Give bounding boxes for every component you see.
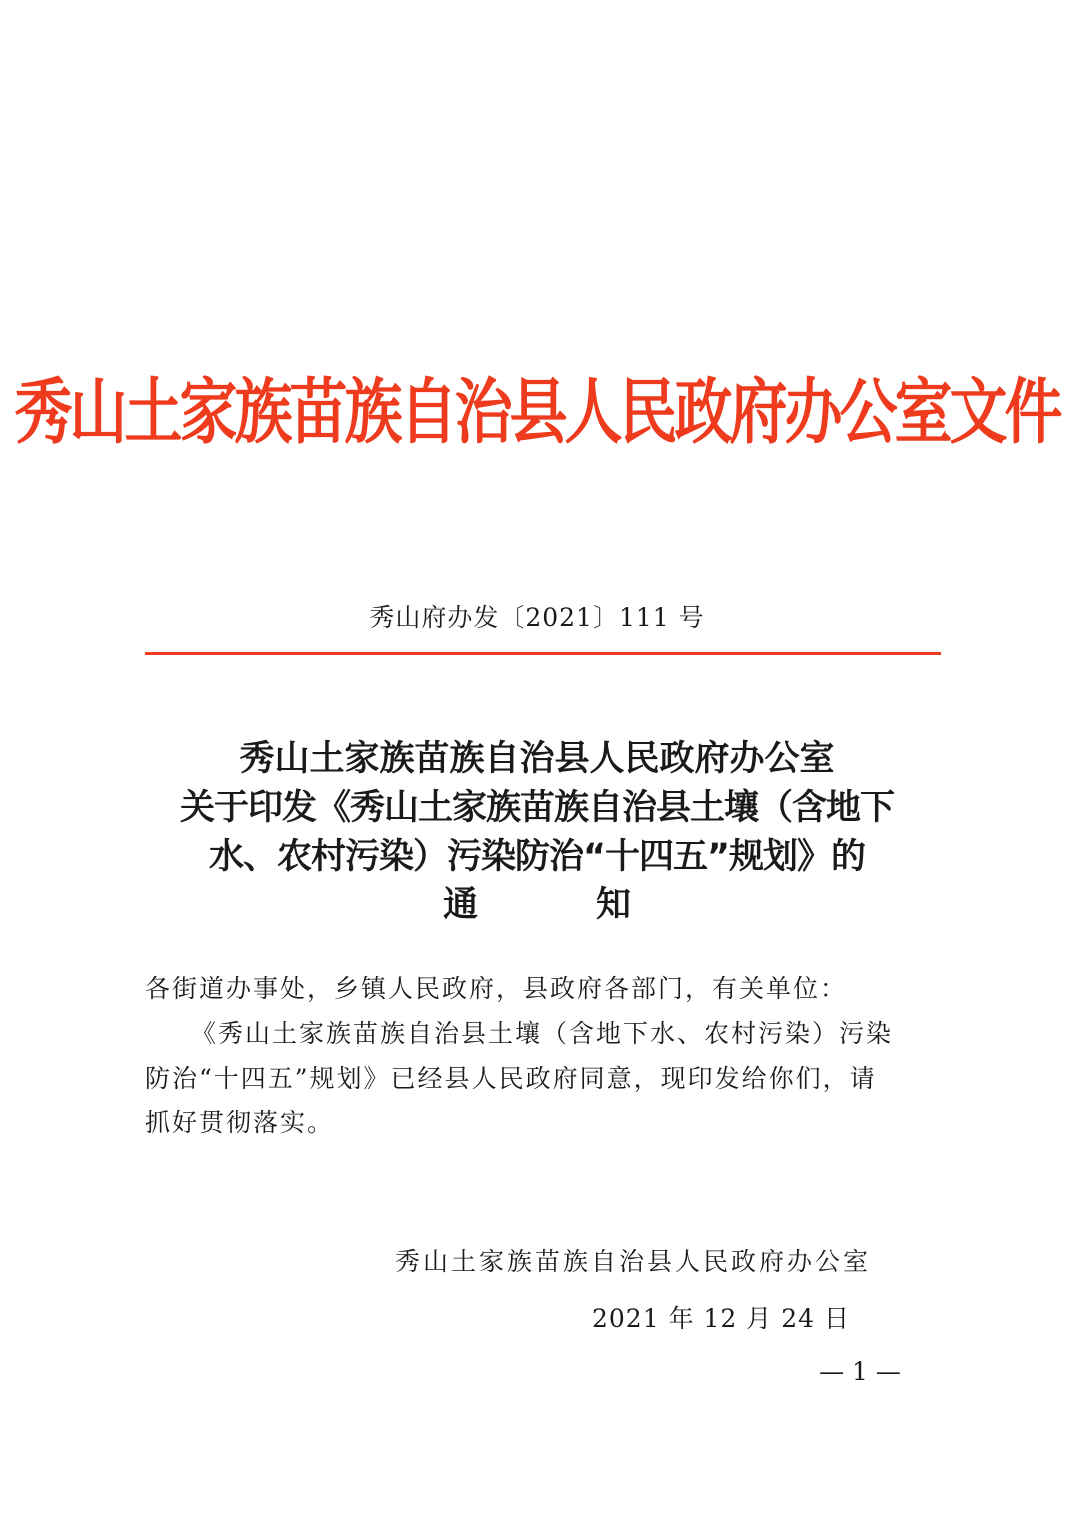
title-line-4 bbox=[0, 879, 1074, 931]
document-masthead: 秀山土家族苗族自治县人民政府办公室文件 bbox=[14, 370, 1060, 454]
issuing-authority: 秀山土家族苗族自治县人民政府办公室 bbox=[395, 1247, 872, 1276]
document-number: 秀山府办发〔2021〕111 号 bbox=[369, 603, 705, 632]
red-separator-line bbox=[145, 652, 941, 655]
body-paragraph-line-3: 抓好贯彻落实。 bbox=[145, 1108, 335, 1137]
body-paragraph-line-2: 防治“十四五”规划》已经县人民政府同意，现印发给你们，请 bbox=[145, 1064, 877, 1093]
title-line-2: 关于印发《秀山土家族苗族自治县土壤（含地下 bbox=[179, 788, 894, 828]
salutation: 各街道办事处，乡镇人民政府，县政府各部门，有关单位： bbox=[145, 974, 848, 1003]
issue-date: 2021 年 12 月 24 日 bbox=[592, 1304, 850, 1333]
page-number: — 1 — bbox=[819, 1357, 901, 1386]
title-line-1: 秀山土家族苗族自治县人民政府办公室 bbox=[239, 739, 835, 779]
title-word-zhi: 知 bbox=[596, 885, 632, 925]
title-word-tong: 通 bbox=[442, 885, 478, 925]
body-paragraph-line-1: 《秀山土家族苗族自治县土壤（含地下水、农村污染）污染 bbox=[191, 1019, 894, 1048]
title-line-3: 水、农村污染）污染防治“十四五”规划》的 bbox=[208, 837, 865, 877]
